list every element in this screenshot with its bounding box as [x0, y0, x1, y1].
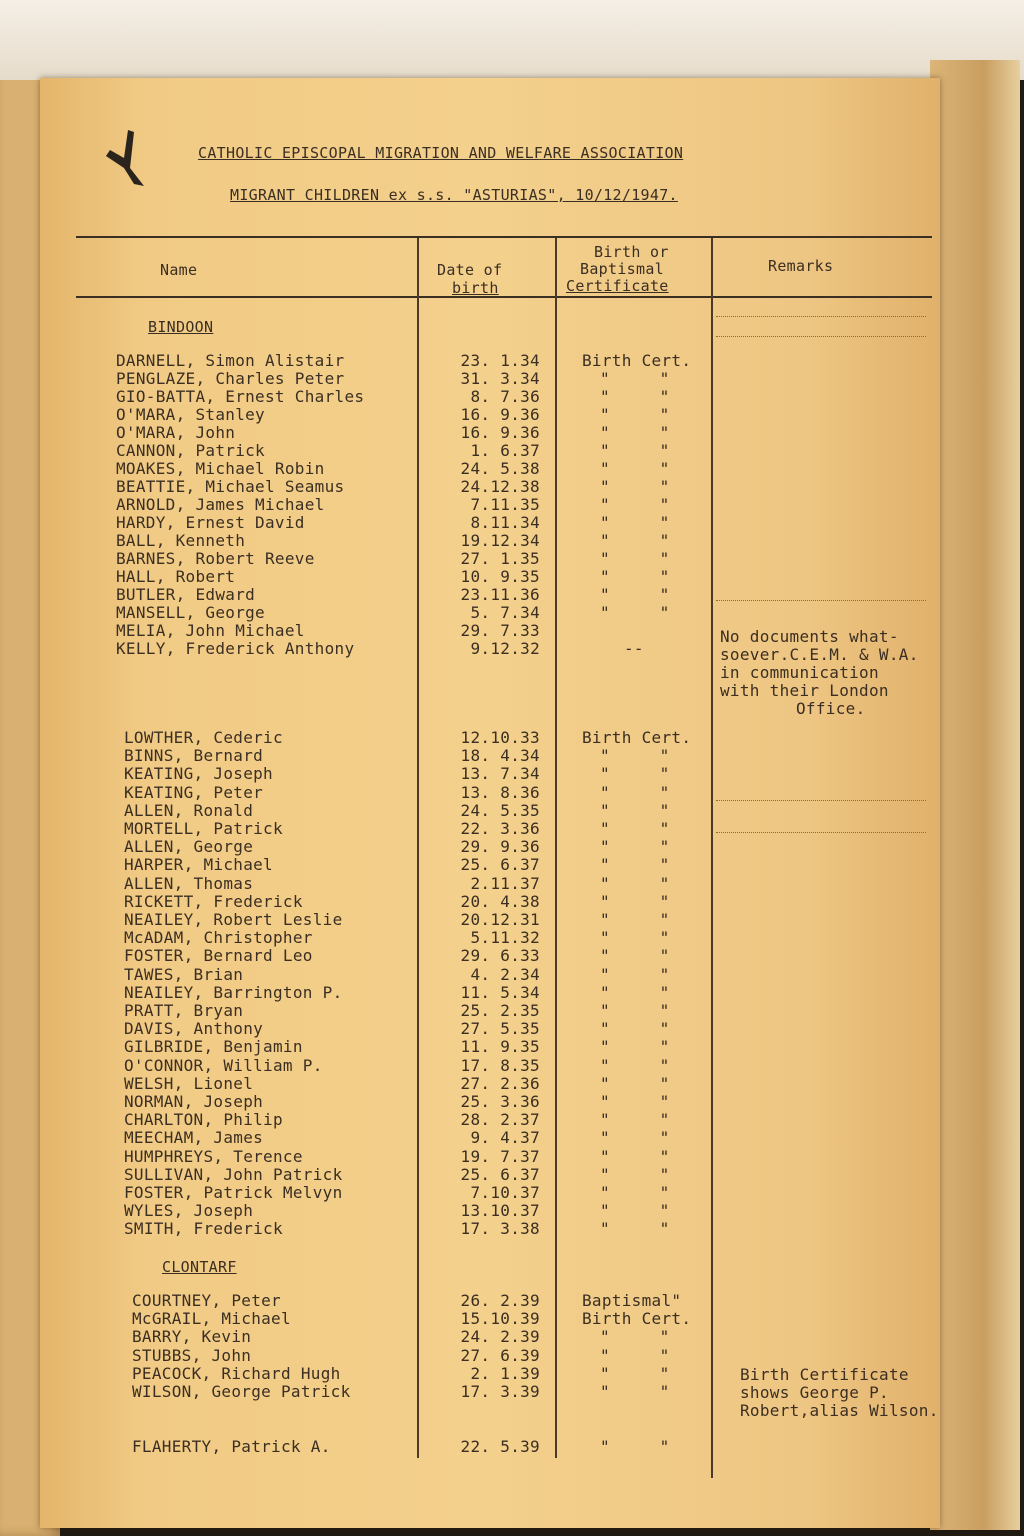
section-title-bindoon: BINDOON: [148, 318, 214, 336]
row-certificate: " ": [600, 1019, 670, 1039]
row-name: SMITH, Frederick: [124, 1219, 283, 1239]
row-name: RICKETT, Frederick: [124, 891, 303, 911]
background-card: [0, 0, 1024, 80]
table-top-rule: [76, 236, 932, 238]
row-name: WYLES, Joseph: [124, 1201, 254, 1221]
row-name: NEAILEY, Robert Leslie: [124, 910, 343, 929]
row-certificate: " ": [600, 567, 670, 586]
header-dob-line2: birth: [452, 279, 499, 297]
row-name: FOSTER, Patrick Melvyn: [124, 1183, 343, 1202]
header-name: Name: [160, 261, 198, 279]
row-date-of-birth: 23. 1.34: [460, 351, 540, 370]
row-certificate: " ": [600, 746, 670, 766]
remark-line: Birth Certificate: [740, 1365, 909, 1384]
row-certificate: " ": [600, 1055, 670, 1075]
row-name: GIO-BATTA, Ernest Charles: [116, 387, 365, 406]
header-cert-line1: Birth or: [594, 243, 669, 261]
row-certificate: " ": [600, 1327, 670, 1347]
row-certificate: " ": [600, 585, 670, 604]
header-remarks: Remarks: [768, 257, 834, 275]
remarks-dotted-line: [716, 832, 926, 833]
row-name: HARPER, Michael: [124, 855, 273, 875]
row-name: McGRAIL, Michael: [132, 1309, 291, 1329]
row-date-of-birth: 26. 2.39: [460, 1291, 540, 1310]
row-certificate: " ": [600, 1382, 670, 1401]
row-date-of-birth: 17. 8.35: [460, 1055, 540, 1075]
row-name: BUTLER, Edward: [116, 585, 256, 604]
row-date-of-birth: 27. 2.36: [460, 1073, 540, 1093]
remarks-dotted-line: [716, 316, 926, 317]
row-date-of-birth: 27. 6.39: [460, 1345, 540, 1365]
row-name: MANSELL, George: [116, 603, 265, 622]
row-name: COURTNEY, Peter: [132, 1291, 281, 1310]
remarks-dotted-line: [716, 600, 926, 601]
row-certificate: --: [624, 639, 644, 658]
column-divider-dob: [555, 238, 557, 1458]
row-name: STUBBS, John: [132, 1345, 252, 1365]
row-certificate: " ": [600, 1037, 670, 1057]
row-date-of-birth: 9. 4.37: [470, 1128, 540, 1148]
row-certificate: " ": [600, 1001, 670, 1020]
section-title-clontarf: CLONTARF: [162, 1258, 237, 1276]
document-subtitle: MIGRANT CHILDREN ex s.s. "ASTURIAS", 10/12/1947.: [230, 186, 678, 204]
row-certificate: " ": [600, 1110, 670, 1130]
row-certificate: " ": [600, 1183, 670, 1202]
row-certificate: " ": [600, 1146, 670, 1166]
page-stack-edge: [930, 60, 1020, 1530]
row-date-of-birth: 24. 5.38: [460, 459, 540, 478]
header-dob-line1: Date of: [437, 261, 503, 279]
row-name: O'MARA, John: [116, 423, 236, 442]
row-certificate: " ": [600, 513, 670, 532]
row-name: MORTELL, Patrick: [124, 819, 283, 838]
row-date-of-birth: 11. 5.34: [460, 982, 540, 1002]
row-date-of-birth: 23.11.36: [460, 585, 540, 604]
row-certificate: " ": [600, 928, 670, 948]
row-name: KELLY, Frederick Anthony: [116, 639, 355, 658]
row-certificate: " ": [600, 873, 670, 893]
row-date-of-birth: 11. 9.35: [460, 1037, 540, 1057]
row-certificate: " ": [600, 964, 670, 984]
row-date-of-birth: 1. 6.37: [470, 441, 540, 460]
row-name: FOSTER, Bernard Leo: [124, 946, 313, 966]
row-certificate: Birth Cert.: [582, 1309, 692, 1329]
row-name: CHARLTON, Philip: [124, 1110, 283, 1130]
row-date-of-birth: 18. 4.34: [460, 746, 540, 766]
row-name: LOWTHER, Cederic: [124, 728, 283, 747]
row-certificate: " ": [600, 459, 670, 478]
row-certificate: " ": [600, 1128, 670, 1148]
row-name: TAWES, Brian: [124, 964, 244, 984]
row-name: WILSON, George Patrick: [132, 1382, 351, 1401]
row-certificate: " ": [600, 1201, 670, 1221]
row-date-of-birth: 20.12.31: [460, 910, 540, 929]
paper-clip-icon: [100, 128, 148, 188]
row-certificate: " ": [600, 1219, 670, 1239]
row-name: HUMPHREYS, Terence: [124, 1146, 303, 1166]
remark-line: shows George P.: [740, 1383, 889, 1402]
row-date-of-birth: 4. 2.34: [470, 964, 540, 984]
row-date-of-birth: 15.10.39: [460, 1309, 540, 1329]
row-date-of-birth: 13.10.37: [460, 1201, 540, 1221]
row-name: ARNOLD, James Michael: [116, 495, 325, 514]
row-certificate: " ": [600, 782, 670, 802]
row-certificate: Birth Cert.: [582, 351, 692, 370]
row-date-of-birth: 29. 7.33: [460, 621, 540, 640]
row-certificate: " ": [600, 891, 670, 911]
header-cert-line2: Baptismal: [580, 260, 664, 278]
row-date-of-birth: 5. 7.34: [470, 603, 540, 622]
row-certificate: " ": [600, 855, 670, 875]
row-certificate: " ": [600, 837, 670, 857]
row-name: SULLIVAN, John Patrick: [124, 1164, 343, 1184]
row-date-of-birth: 31. 3.34: [460, 369, 540, 388]
row-name: ALLEN, Ronald: [124, 800, 254, 820]
row-name: HARDY, Ernest David: [116, 513, 305, 532]
document-title: CATHOLIC EPISCOPAL MIGRATION AND WELFARE ASSOCIATION: [198, 144, 684, 162]
row-date-of-birth: 24. 5.35: [460, 800, 540, 820]
row-name: KEATING, Joseph: [124, 764, 273, 784]
row-date-of-birth: 24. 2.39: [460, 1327, 540, 1347]
row-name: DAVIS, Anthony: [124, 1019, 264, 1039]
row-date-of-birth: 24.12.38: [460, 477, 540, 496]
remark-line: Robert,alias Wilson.: [740, 1401, 939, 1420]
row-date-of-birth: 9.12.32: [470, 639, 540, 658]
remark-line: Office.: [796, 699, 866, 718]
row-certificate: " ": [600, 1073, 670, 1093]
row-date-of-birth: 28. 2.37: [460, 1110, 540, 1130]
row-date-of-birth: 25. 3.36: [460, 1092, 540, 1111]
row-certificate: " ": [600, 946, 670, 966]
row-name: MOAKES, Michael Robin: [116, 459, 325, 478]
row-name: BEATTIE, Michael Seamus: [116, 477, 345, 496]
row-name: WELSH, Lionel: [124, 1073, 254, 1093]
row-name: MELIA, John Michael: [116, 621, 305, 640]
row-certificate: " ": [600, 910, 670, 929]
row-name: NORMAN, Joseph: [124, 1092, 264, 1111]
row-name: McADAM, Christopher: [124, 928, 313, 948]
row-certificate: " ": [600, 982, 670, 1002]
row-name: KEATING, Peter: [124, 782, 264, 802]
row-certificate: " ": [600, 387, 670, 406]
row-certificate: " ": [600, 531, 670, 550]
row-name: O'CONNOR, William P.: [124, 1055, 323, 1075]
row-name: GILBRIDE, Benjamin: [124, 1037, 303, 1057]
row-certificate: " ": [600, 369, 670, 388]
column-divider-name: [417, 238, 419, 1458]
row-date-of-birth: 16. 9.36: [460, 405, 540, 424]
row-date-of-birth: 13. 7.34: [460, 764, 540, 784]
row-certificate: " ": [600, 800, 670, 820]
row-date-of-birth: 2.11.37: [470, 873, 540, 893]
row-certificate: " ": [600, 423, 670, 442]
row-certificate: " ": [600, 1164, 670, 1184]
row-certificate: " ": [600, 1363, 670, 1383]
row-date-of-birth: 20. 4.38: [460, 891, 540, 911]
row-name: BALL, Kenneth: [116, 531, 246, 550]
remarks-dotted-line: [716, 336, 926, 337]
row-certificate: " ": [600, 495, 670, 514]
row-certificate: " ": [600, 1437, 670, 1456]
row-certificate: " ": [600, 477, 670, 496]
row-certificate: " ": [600, 549, 670, 568]
row-date-of-birth: 7.10.37: [470, 1183, 540, 1202]
row-name: FLAHERTY, Patrick A.: [132, 1437, 331, 1456]
row-date-of-birth: 22. 5.39: [460, 1437, 540, 1456]
row-name: ALLEN, George: [124, 837, 254, 857]
row-date-of-birth: 25. 6.37: [460, 1164, 540, 1184]
row-name: BARRY, Kevin: [132, 1327, 252, 1347]
row-date-of-birth: 25. 6.37: [460, 855, 540, 875]
row-date-of-birth: 29. 9.36: [460, 837, 540, 857]
row-certificate: " ": [600, 819, 670, 838]
row-name: DARNELL, Simon Alistair: [116, 351, 345, 370]
row-certificate: " ": [600, 441, 670, 460]
row-certificate: " ": [600, 1092, 670, 1111]
row-name: BARNES, Robert Reeve: [116, 549, 315, 568]
row-date-of-birth: 27. 5.35: [460, 1019, 540, 1039]
row-name: MEECHAM, James: [124, 1128, 264, 1148]
row-date-of-birth: 19. 7.37: [460, 1146, 540, 1166]
row-certificate: " ": [600, 603, 670, 622]
row-name: BINNS, Bernard: [124, 746, 264, 766]
row-date-of-birth: 8.11.34: [470, 513, 540, 532]
remark-line: with their London: [720, 681, 889, 700]
column-divider-cert: [711, 238, 713, 1478]
row-name: PRATT, Bryan: [124, 1001, 244, 1020]
row-date-of-birth: 13. 8.36: [460, 782, 540, 802]
row-name: PENGLAZE, Charles Peter: [116, 369, 345, 388]
row-date-of-birth: 5.11.32: [470, 928, 540, 948]
row-certificate: Birth Cert.: [582, 728, 692, 747]
row-date-of-birth: 29. 6.33: [460, 946, 540, 966]
remark-line: No documents what-: [720, 627, 899, 646]
row-date-of-birth: 17. 3.39: [460, 1382, 540, 1401]
row-date-of-birth: 25. 2.35: [460, 1001, 540, 1020]
remark-line: in communication: [720, 663, 879, 682]
remarks-dotted-line: [716, 800, 926, 801]
row-name: ALLEN, Thomas: [124, 873, 254, 893]
row-date-of-birth: 19.12.34: [460, 531, 540, 550]
row-date-of-birth: 22. 3.36: [460, 819, 540, 838]
row-date-of-birth: 7.11.35: [470, 495, 540, 514]
row-date-of-birth: 16. 9.36: [460, 423, 540, 442]
remark-line: soever.C.E.M. & W.A.: [720, 645, 919, 664]
row-name: HALL, Robert: [116, 567, 236, 586]
row-date-of-birth: 27. 1.35: [460, 549, 540, 568]
row-certificate: Baptismal": [582, 1291, 682, 1310]
row-date-of-birth: 2. 1.39: [470, 1363, 540, 1383]
row-certificate: " ": [600, 1345, 670, 1365]
row-date-of-birth: 17. 3.38: [460, 1219, 540, 1239]
table-header-rule: [76, 296, 932, 298]
row-name: PEACOCK, Richard Hugh: [132, 1363, 341, 1383]
row-name: O'MARA, Stanley: [116, 405, 265, 424]
row-certificate: " ": [600, 405, 670, 424]
row-date-of-birth: 10. 9.35: [460, 567, 540, 586]
row-date-of-birth: 12.10.33: [460, 728, 540, 747]
row-certificate: " ": [600, 764, 670, 784]
row-date-of-birth: 8. 7.36: [470, 387, 540, 406]
row-name: NEAILEY, Barrington P.: [124, 982, 343, 1002]
row-name: CANNON, Patrick: [116, 441, 265, 460]
header-cert-line3: Certificate: [566, 277, 669, 295]
